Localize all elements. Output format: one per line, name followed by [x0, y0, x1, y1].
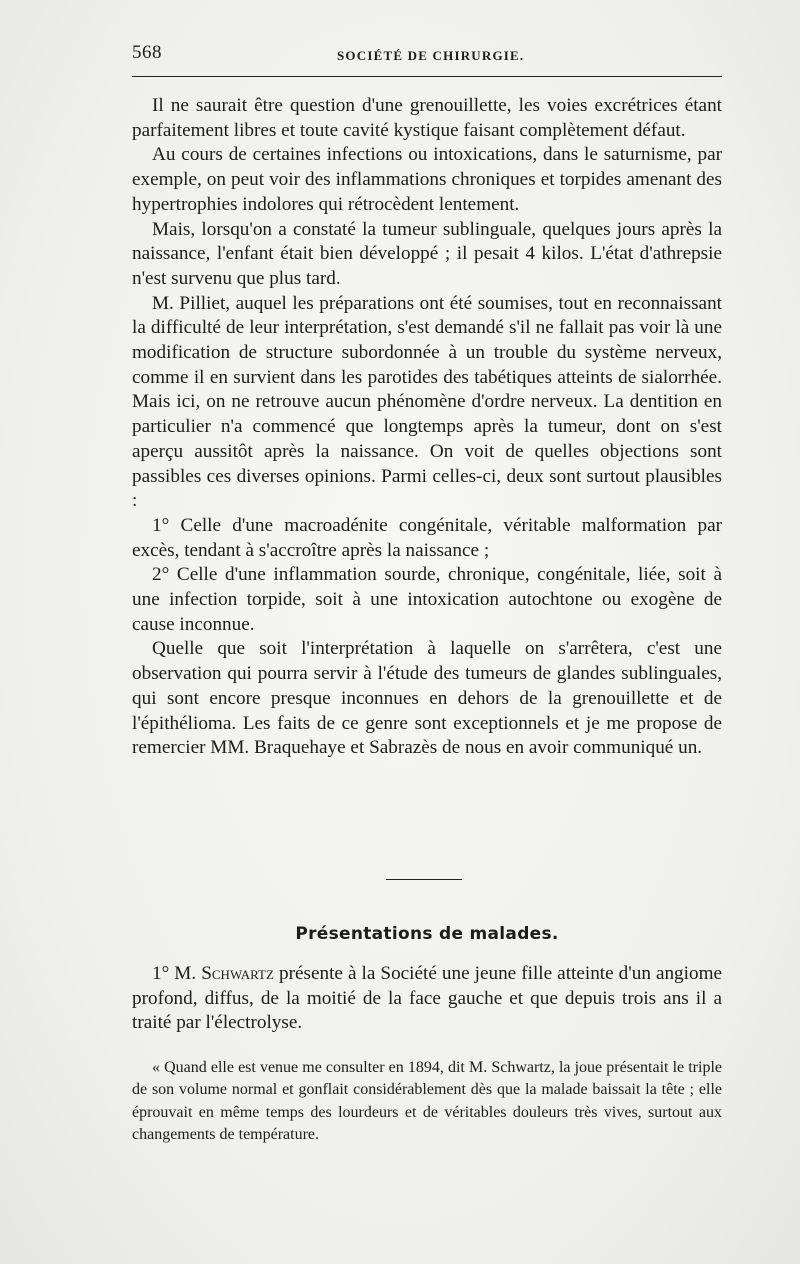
- paragraph-naissance: Mais, lorsqu'on a constaté la tumeur sublinguale, quelques jours après la naissance, l'enfant était bien développé ; il pesait 4 kilos. L'état d'athrepsie n'est survenu que plus tard.: [132, 218, 722, 289]
- intro-paragraph: [132, 962, 722, 1036]
- main-text: [132, 94, 722, 761]
- paragraph-option-2: 2° Celle d'une inflammation sourde, chronique, congénitale, liée, soit à une infection torpide, soit à une intoxication autochtone ou exogène de cause inconnue.: [132, 564, 722, 635]
- section-title: Présentations de malades.: [295, 924, 559, 944]
- intro-text: présente à la Société une jeune fille atteinte d'un angiome profond, diffus, de la moitié de la face gauche et que depuis trois ans il a traité par l'électrolyse.: [132, 963, 723, 1034]
- running-title: SOCIÉTÉ DE CHIRURGIE.: [337, 48, 525, 63]
- quotation: [132, 1057, 722, 1147]
- paragraph-grenouillette: Il ne saurait être question d'une grenouillette, les voies excrétrices étant parfaitement libres et toute cavité kystique faisant complètement défaut.: [132, 95, 722, 141]
- paragraph-option-1: 1° Celle d'une macroadénite congénitale, véritable malformation par excès, tendant à s'accroître après la naissance ;: [132, 514, 722, 561]
- section-divider: [386, 879, 462, 880]
- quote-paragraph: « Quand elle est venue me consulter en 1894, dit M. Schwartz, la joue présentait le triple de son volume normal et gonflait considérablement dès que la malade baissait la tête ; elle éprouvait en même temps des lourdeurs et de véritables douleurs très vives, surtout aux changements de température.: [132, 1059, 722, 1144]
- section-intro: [132, 962, 722, 1036]
- page-number: 568: [132, 42, 162, 63]
- paragraph-infections: Au cours de certaines infections ou intoxications, dans le saturnisme, par exemple, on peut voir des inflammations chroniques et torpides amenant des hypertrophies indolores qui rétrocèdent lentement.: [132, 144, 722, 215]
- paragraph-pilliet: M. Pilliet, auquel les préparations ont été soumises, tout en reconnaissant la difficulté de leur interprétation, s'est demandé s'il ne fallait pas voir là une modification de structure subordonnée à un trouble du système nerveux, comme il en survient dans les parotides des tabétiques atteints de sialorrhée. Mais ici, on ne retrouve aucun phénomène d'ordre nerveux. La dentition en particulier n'a commencé que longtemps après la tumeur, dont on s'est aperçu aussitôt après la naissance. On voit de quelles objections sont passibles ces diverses opinions. Parmi celles-ci, deux sont surtout plausibles :: [132, 292, 722, 512]
- intro-prefix: 1° M.: [152, 963, 197, 984]
- paragraph-conclusion: Quelle que soit l'interprétation à laquelle on s'arrêtera, c'est une observation qui pourra servir à l'étude des tumeurs de glandes sublinguales, qui sont encore presque inconnues en dehors de la grenouillette et de l'épithélioma. Les faits de ce genre sont exceptionnels et je me propose de remercier MM. Braquehaye et Sabrazès de nous en avoir communiqué un.: [132, 638, 722, 759]
- surgeon-name: Schwartz: [201, 963, 274, 984]
- page-header: [132, 42, 722, 72]
- header-rule: [132, 76, 722, 77]
